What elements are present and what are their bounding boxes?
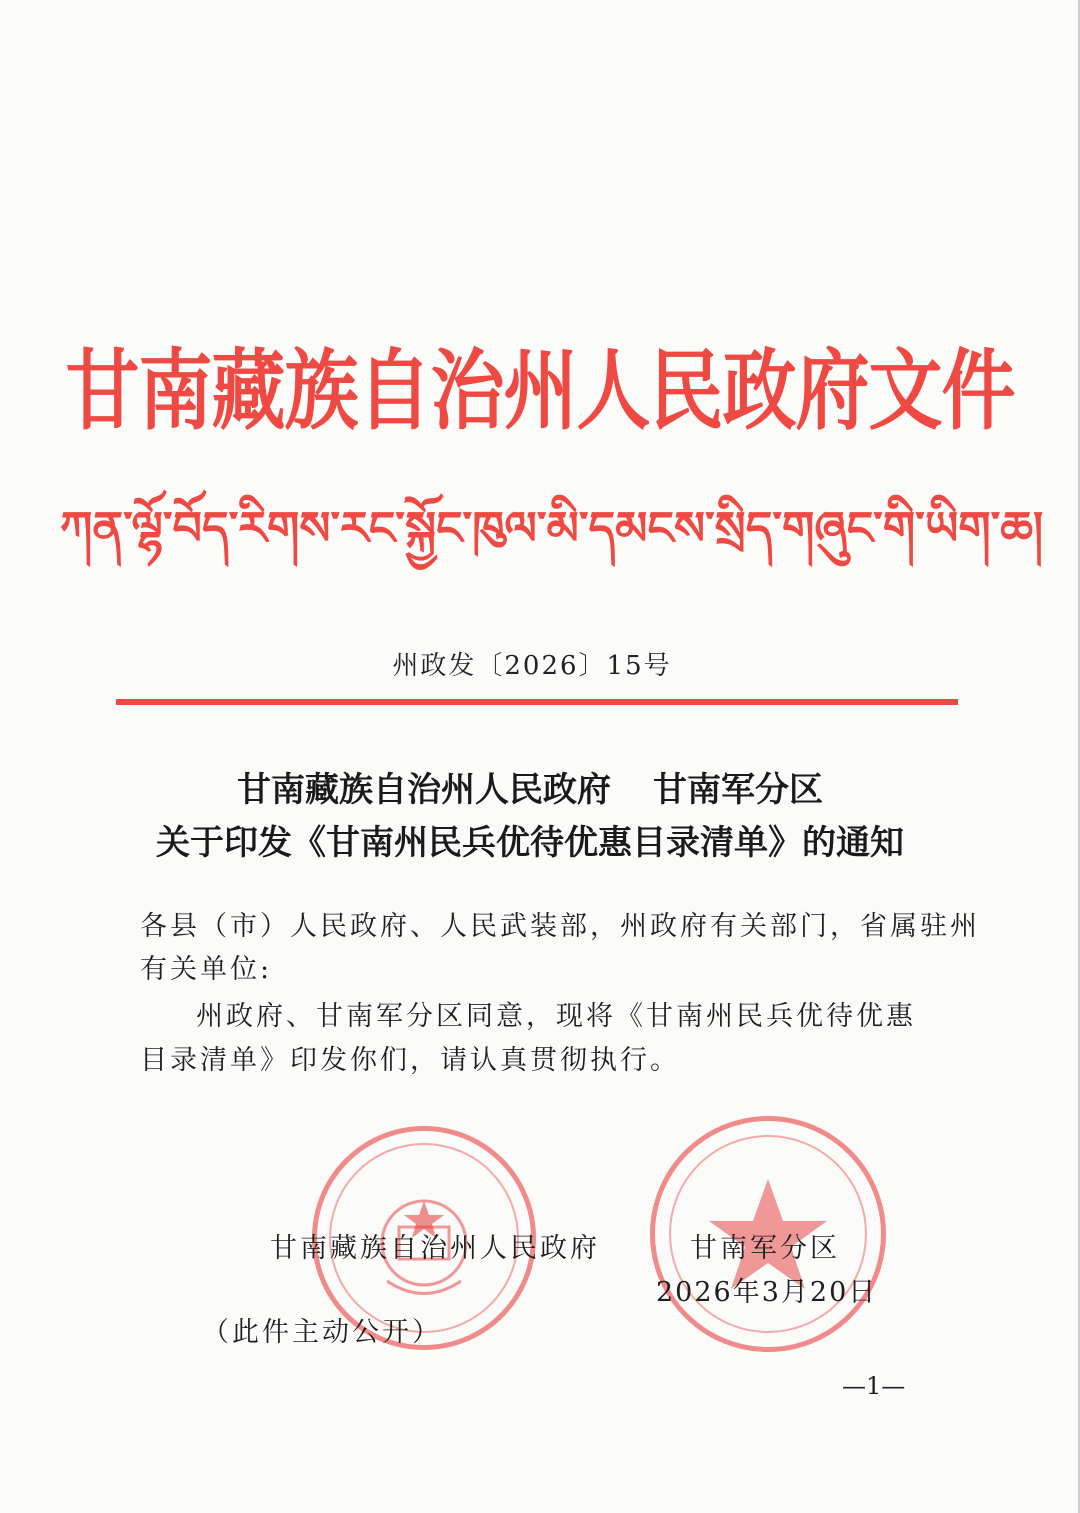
disclosure-note: （此件主动公开） bbox=[202, 1317, 442, 1348]
red-divider bbox=[116, 699, 958, 705]
page-number: —1— bbox=[842, 1372, 906, 1400]
masthead-tibetan: ཀན་ལྷོ་བོད་རིགས་རང་སྐྱོང་ཁུལ་མི་དམངས་སྲིད་གཞུང་གི་ཡིག་ཆ། bbox=[60, 501, 1044, 555]
addressee-line-1: 各县（市）人民政府、人民武装部，州政府有关部门，省属驻州 bbox=[140, 911, 980, 942]
title-line-2: 关于印发《甘南州民兵优待优惠目录清单》的通知 bbox=[156, 823, 904, 863]
document-number: 州政发〔2026〕15号 bbox=[392, 651, 672, 681]
signature-issuer-1: 甘南藏族自治州人民政府 bbox=[270, 1233, 600, 1264]
masthead-chinese: 甘南藏族自治州人民政府文件 bbox=[65, 340, 1015, 443]
signature-date: 2026年3月20日 bbox=[656, 1277, 878, 1308]
paragraph-line-1: 州政府、甘南军分区同意，现将《甘南州民兵优待优惠 bbox=[196, 1001, 916, 1032]
paragraph-line-2: 目录清单》印发你们，请认真贯彻执行。 bbox=[140, 1045, 680, 1076]
title-line-1 bbox=[60, 762, 1000, 811]
title-issuer-2: 甘南军分区 bbox=[653, 770, 823, 810]
addressee-line-2: 有关单位: bbox=[140, 954, 273, 985]
title-issuer-1: 甘南藏族自治州人民政府 bbox=[237, 770, 611, 810]
signature-issuer-2: 甘南军分区 bbox=[690, 1233, 840, 1264]
